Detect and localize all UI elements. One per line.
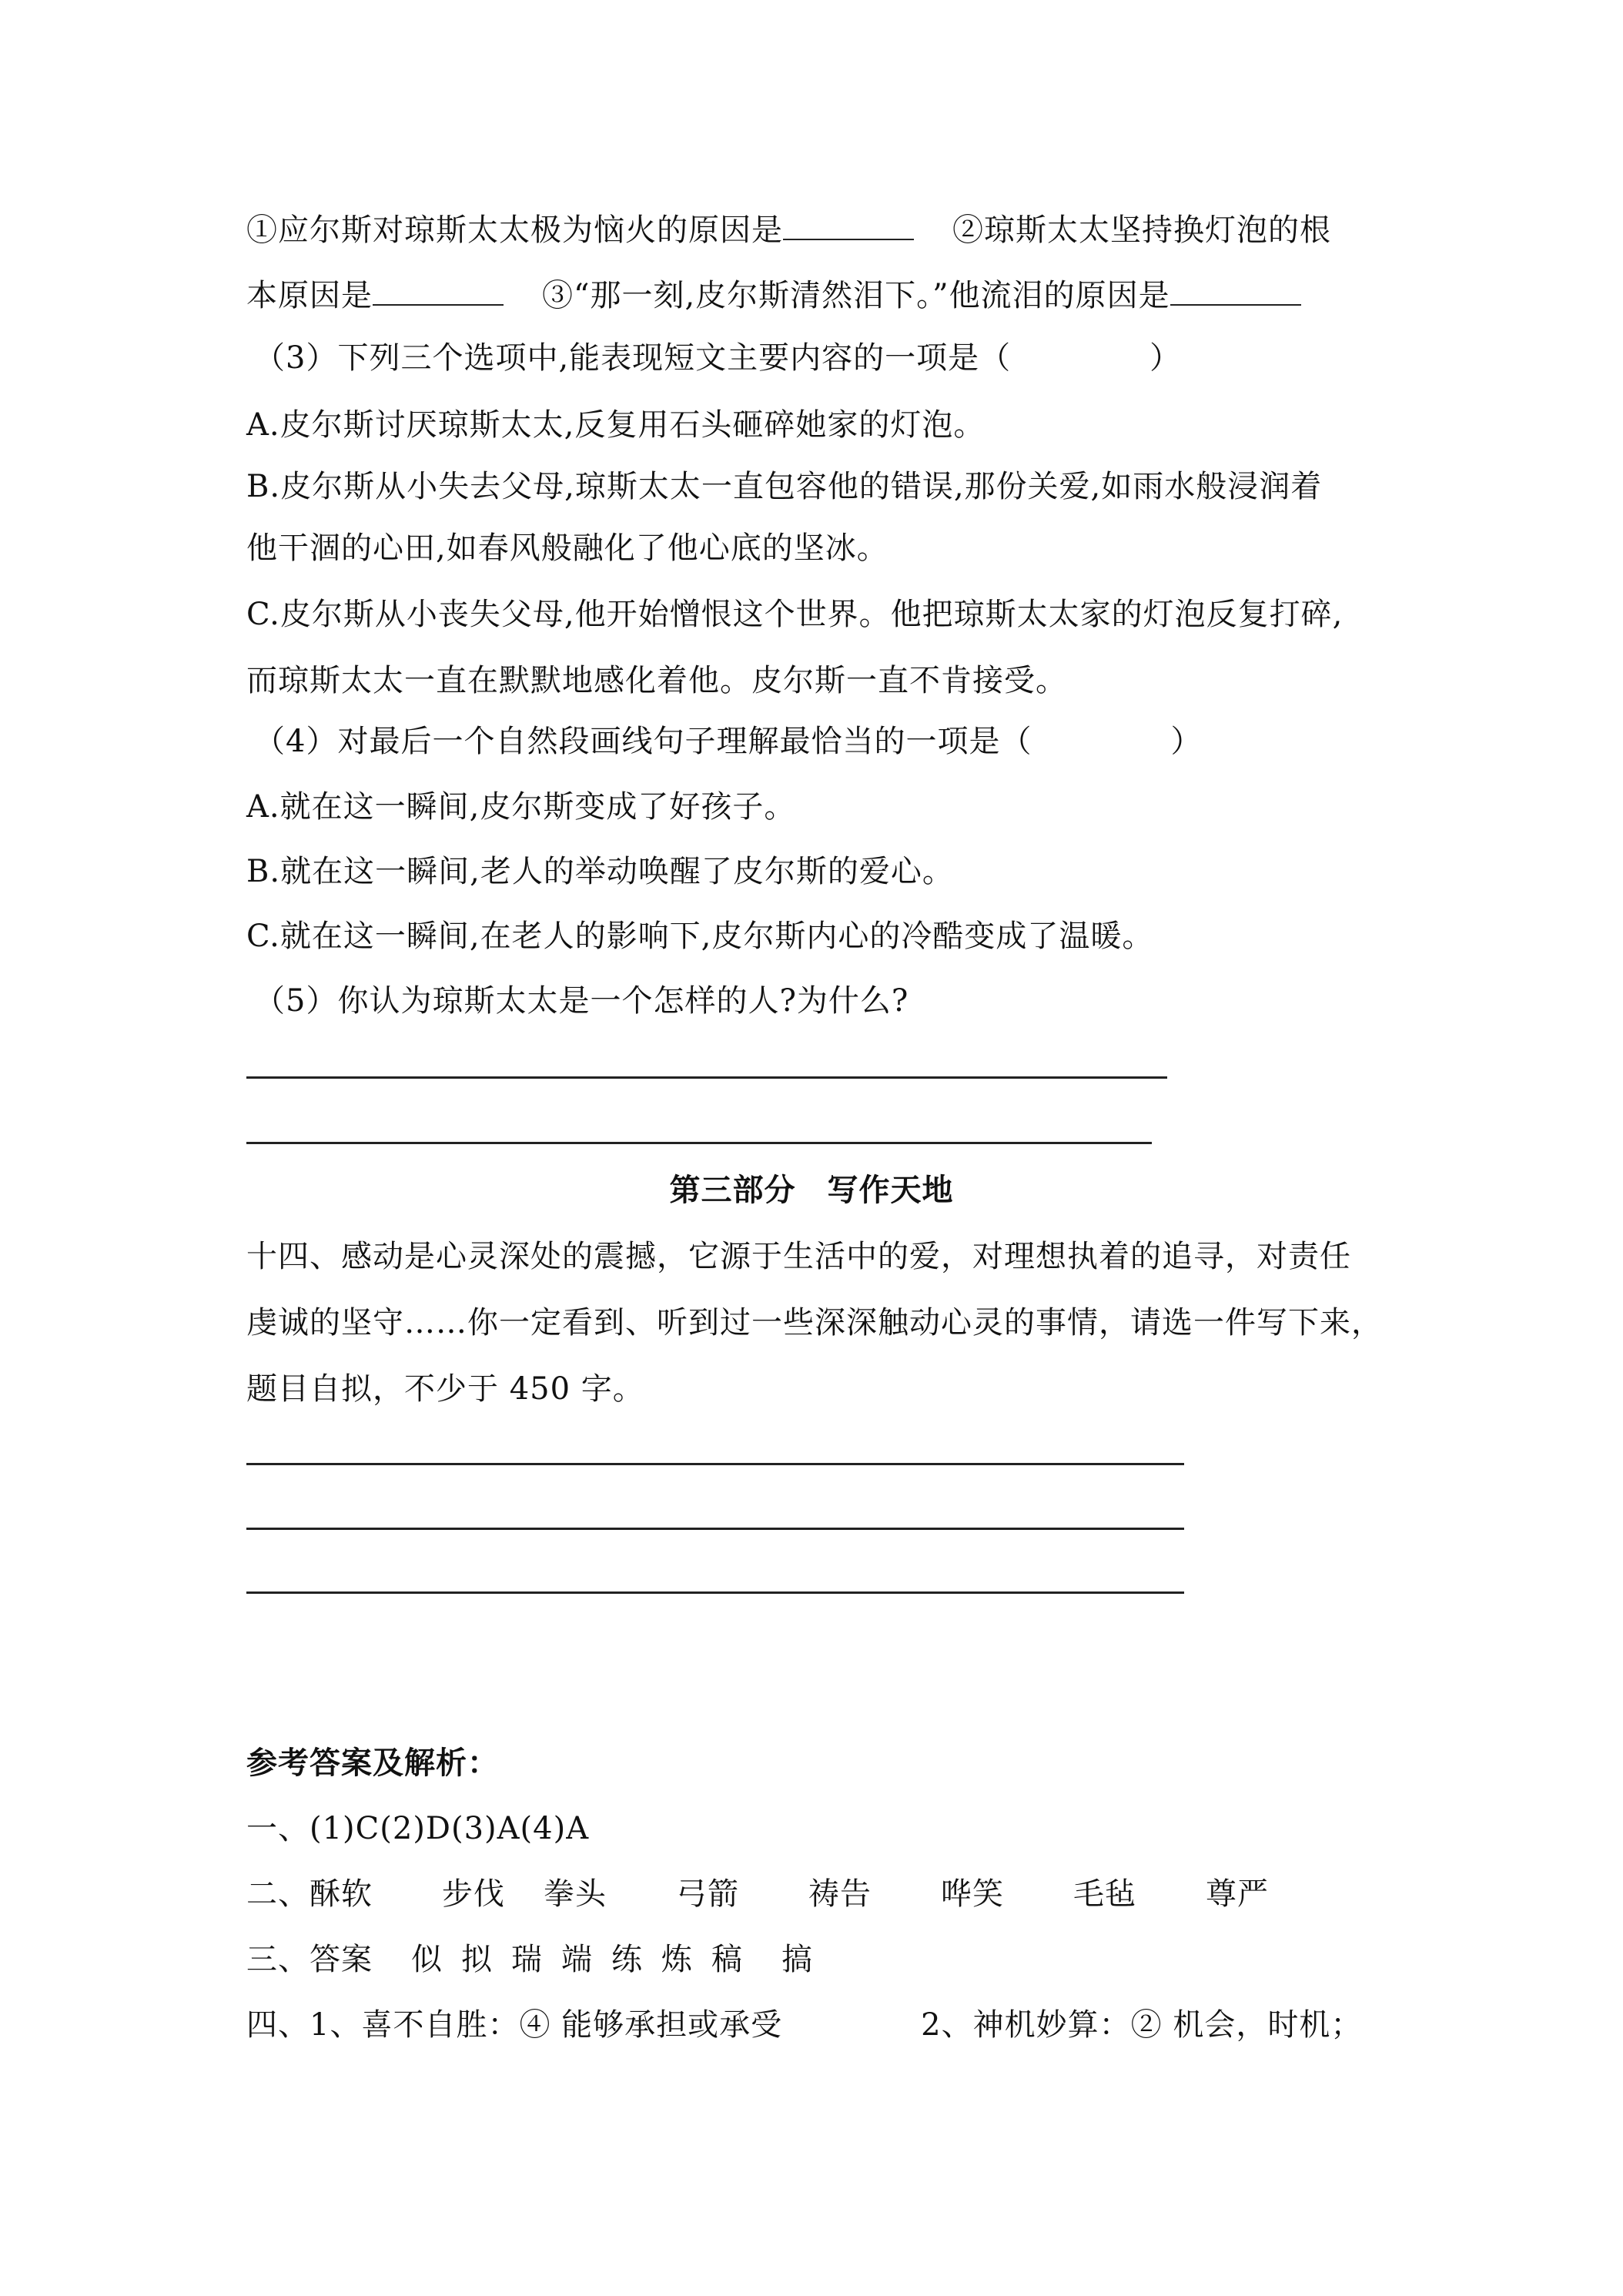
q14-line-3: 题目自拟，不少于 450 字。 bbox=[246, 1371, 644, 1407]
answer-2-word: 弓箭 bbox=[676, 1876, 739, 1912]
answer-3-word: 端 bbox=[561, 1942, 593, 1977]
answer-2: 二、酥软 步伐 拳头 弓箭 祷告 哗笑 毛毡 尊严 bbox=[246, 1876, 1269, 1912]
answer-2-word: 酥软 bbox=[310, 1876, 373, 1912]
q14-line-1: 十四、感动是心灵深处的震撼，它源于生活中的爱，对理想执着的追寻，对责任 bbox=[246, 1239, 1351, 1274]
answer-4: 四、1、喜不自胜：④ 能够承担或承受 2、神机妙算：② 机会，时机； bbox=[246, 2007, 1363, 2043]
q4-option-b: B.就在这一瞬间,老人的举动唤醒了皮尔斯的爱心。 bbox=[246, 854, 954, 889]
q4-stem: （4）对最后一个自然段画线句子理解最恰当的一项是（ ） bbox=[254, 724, 1203, 759]
q2-sub1-blank[interactable] bbox=[783, 208, 914, 240]
answer-2-word: 毛毡 bbox=[1073, 1876, 1136, 1912]
answer-2-word: 祷告 bbox=[808, 1876, 872, 1912]
answer-3-word: 瑞 bbox=[511, 1942, 543, 1977]
q4-option-a: A.就在这一瞬间,皮尔斯变成了好孩子。 bbox=[246, 789, 796, 825]
answer-3-word: 练 bbox=[611, 1942, 643, 1977]
q5-answer-line-2[interactable] bbox=[246, 1142, 1152, 1144]
answer-3-word: 拟 bbox=[461, 1942, 493, 1977]
q2-line-2 bbox=[246, 273, 1301, 317]
q14-writing-line-3[interactable] bbox=[246, 1591, 1184, 1594]
q3-option-a: A.皮尔斯讨厌琼斯太太,反复用石头砸碎她家的灯泡。 bbox=[246, 407, 986, 443]
q3-option-b-line-1: B.皮尔斯从小失去父母,琼斯太太一直包容他的错误,那份关爱,如雨水般浸润着 bbox=[246, 469, 1323, 504]
q2-sub3-blank[interactable] bbox=[1170, 273, 1301, 306]
q4-option-c: C.就在这一瞬间,在老人的影响下,皮尔斯内心的冷酷变成了温暖。 bbox=[246, 919, 1154, 954]
q3-stem: （3）下列三个选项中,能表现短文主要内容的一项是（ ） bbox=[254, 340, 1182, 376]
q2-sub3-text: ③“那一刻,皮尔斯清然泪下。”他流泪的原因是 bbox=[542, 278, 1170, 313]
q5-stem: （5）你认为琼斯太太是一个怎样的人?为什么? bbox=[254, 983, 909, 1019]
answer-2-word: 尊严 bbox=[1206, 1876, 1269, 1912]
q3-option-c-line-1: C.皮尔斯从小丧失父母,他开始憎恨这个世界。他把琼斯太太家的灯泡反复打碎, bbox=[246, 597, 1344, 632]
answer-2-word: 拳头 bbox=[544, 1876, 607, 1912]
answer-3-word: 炼 bbox=[661, 1942, 693, 1977]
q14-writing-line-2[interactable] bbox=[246, 1528, 1184, 1530]
q2-sub2-text-cont: 本原因是 bbox=[246, 278, 373, 313]
answer-3-word: 似 bbox=[411, 1942, 443, 1977]
q14-line-2: 虔诚的坚守……你一定看到、听到过一些深深触动心灵的事情，请选一件写下来， bbox=[246, 1305, 1383, 1340]
q2-line-1 bbox=[246, 208, 1331, 252]
answer-2-word: 哗笑 bbox=[941, 1876, 1004, 1912]
part3-title: 第三部分 写作天地 bbox=[669, 1173, 954, 1208]
answer-3-word: 搞 bbox=[781, 1942, 813, 1977]
answer-3: 三、答案 似 拟 瑞 端 练 炼 稿 搞 bbox=[246, 1942, 813, 1977]
q14-writing-line-1[interactable] bbox=[246, 1463, 1184, 1465]
answer-3-word: 稿 bbox=[711, 1942, 743, 1977]
answer-3-word: 答案 bbox=[310, 1942, 373, 1977]
answers-title: 参考答案及解析： bbox=[246, 1745, 499, 1781]
answer-2-word: 步伐 bbox=[442, 1876, 505, 1912]
q2-sub2-blank[interactable] bbox=[373, 273, 504, 306]
answer-1: 一、(1)C(2)D(3)A(4)A bbox=[246, 1811, 590, 1846]
q2-sub2-text: ②琼斯太太坚持换灯泡的根 bbox=[952, 213, 1331, 248]
q2-sub1-text: ①应尔斯对琼斯太太极为恼火的原因是 bbox=[246, 213, 783, 248]
q3-option-c-line-2: 而琼斯太太一直在默默地感化着他。皮尔斯一直不肯接受。 bbox=[246, 663, 1067, 698]
q3-option-b-line-2: 他干涸的心田,如春风般融化了他心底的坚冰。 bbox=[246, 530, 888, 566]
q5-answer-line-1[interactable] bbox=[246, 1076, 1167, 1079]
